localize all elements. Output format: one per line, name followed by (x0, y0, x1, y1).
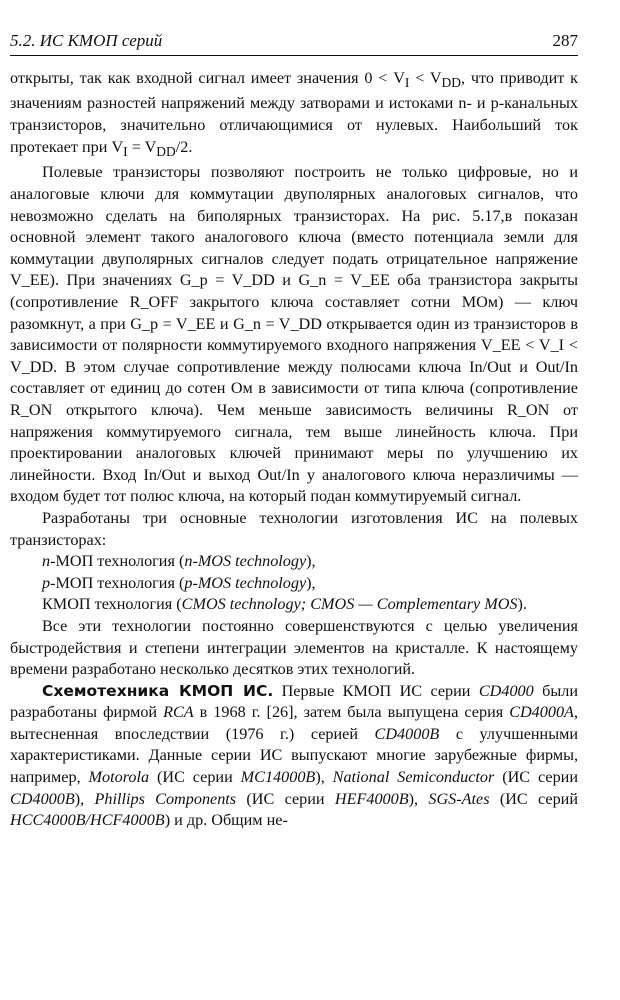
running-header (10, 30, 578, 56)
p1-sub-b: DD (441, 74, 462, 90)
tech-pmos-latin: p-MOS technology (184, 573, 307, 592)
p1-text-e: /2. (175, 137, 193, 156)
sec-cd4000: CD4000 (478, 681, 534, 700)
tech-pmos-name: -МОП технология ( (50, 573, 185, 592)
sec-text-l: (ИС серий (489, 789, 578, 808)
tech-item-cmos (10, 594, 578, 616)
sec-text-h: (ИС серии (494, 768, 578, 787)
paragraph-3: Разработаны три основные технологии изготовления ИС на полевых транзисторах: (10, 508, 578, 549)
p1-text-b: < V (409, 68, 442, 87)
sec-text-f: (ИС серии (149, 768, 241, 787)
tech-nmos-latin: n-MOS technology (184, 552, 307, 571)
section-heading: Схемотехника КМОП ИС. (42, 681, 274, 700)
sec-text-a: Первые КМОП ИС серии (273, 681, 479, 700)
paragraph-4: Все эти технологии постоянно совершенствуются с целью увеличения быстродействия и степени интеграции элементов на кристалле. К настоящему времени разработано несколько десятков этих технологий. (10, 616, 578, 679)
paragraph-1 (10, 68, 578, 163)
p1-text-c: , что приводит к значениям разностей напряжений между затворами и истоками n- и p-канальных транзисторов, значительно отличающимися от нулевых. Наибольший ток протекает при V (10, 68, 579, 156)
sec-hef: HEF4000B (334, 789, 409, 808)
tech-cmos-suffix: ). (517, 595, 527, 614)
page-number: 287 (552, 31, 578, 50)
sec-hcc: HCC4000B/HCF4000B (10, 811, 165, 830)
sec-cd4000a: CD4000A (509, 703, 574, 722)
section-title: 5.2. ИС КМОП серий (10, 31, 163, 50)
sec-text-b: были разработаны фирмой (10, 681, 578, 722)
tech-pmos-suffix: ), (306, 573, 316, 592)
sec-cd4000b: CD4000B (374, 724, 440, 743)
section-paragraph (10, 681, 578, 832)
tech-cmos-name: КМОП технология ( (42, 595, 182, 614)
p1-sub-d: DD (156, 143, 176, 159)
sec-text-k: ), (408, 789, 429, 808)
p1-sub-c: I (123, 143, 128, 159)
sec-text-i: ), (74, 789, 95, 808)
tech-pmos-prefix: p (42, 573, 51, 592)
sec-text-j: (ИС серии (236, 789, 335, 808)
sec-cd4000b-2: CD4000B (10, 789, 75, 808)
paragraph-2: Полевые транзисторы позволяют построить не только цифровые, но и аналоговые ключи для коммутации двуполярных аналоговых сигналов, что невозможно сделать на биполярных транзисторах. На рис. 5.17,в показан основной элемент такого аналогового ключа (вместо потенциала земли для коммутации двуполярных сигналов следует подать отрицательное напряжение V_EE). При значениях G_p = V_DD и G_n = V_EE оба транзистора закрыты (сопротивление R_OFF закрытого ключа составляет сотни МОм) — ключ разомкнут, а при G_p = V_EE и G_n = V_DD открывается один из транзисторов в зависимости от полярности коммутируемого входного напряжения V_EE < V_I < V_DD. В этом случае сопротивление между полюсами ключа In/Out и Out/In составляет от единиц до сотен Ом в зависимости от типа ключа (сопротивление R_ON открытого ключа). Чем меньше зависимость величины R_ON от напряжения коммутируемого сигнала, тем выше линейность ключа. При проектировании аналоговых ключей принимают меры по улучшению их линейности. Вход In/Out и выход Out/In у аналогового ключа неразличимы — входом будет тот полюс ключа, на который подан коммутируемый сигнал. (10, 163, 578, 506)
p1-sub-a: I (404, 74, 410, 90)
p1-text-a: открыты, так как входной сигнал имеет значения 0 < V (10, 68, 405, 87)
p1-text-d: = V (127, 137, 157, 156)
tech-item-pmos (10, 573, 578, 595)
sec-text-c: в 1968 г. [26], затем была выпущена серия (193, 703, 510, 722)
tech-nmos-prefix: n (42, 552, 51, 571)
sec-sgs: SGS-Ates (428, 789, 490, 808)
tech-nmos-name: -МОП технология ( (50, 552, 185, 571)
sec-rca: RCA (163, 703, 194, 722)
sec-mc14000b: MC14000B (240, 768, 316, 787)
sec-text-d: , вытесненная впоследствии (1976 г.) серией (10, 703, 578, 743)
tech-item-nmos (10, 551, 578, 573)
sec-text-e: с улучшенными характеристиками. Данные серии ИС выпускают многие зарубежные фирмы, например, (10, 724, 579, 787)
sec-phillips: Phillips Components (94, 789, 237, 808)
sec-national: National Semiconductor (332, 768, 495, 787)
sec-text-g: ), (315, 768, 333, 787)
tech-cmos-latin: CMOS technology; CMOS — Complementary MOS (181, 595, 518, 614)
sec-motorola: Motorola (88, 768, 150, 787)
sec-text-m: ) и др. Общим не- (164, 811, 288, 830)
tech-nmos-suffix: ), (306, 552, 316, 571)
